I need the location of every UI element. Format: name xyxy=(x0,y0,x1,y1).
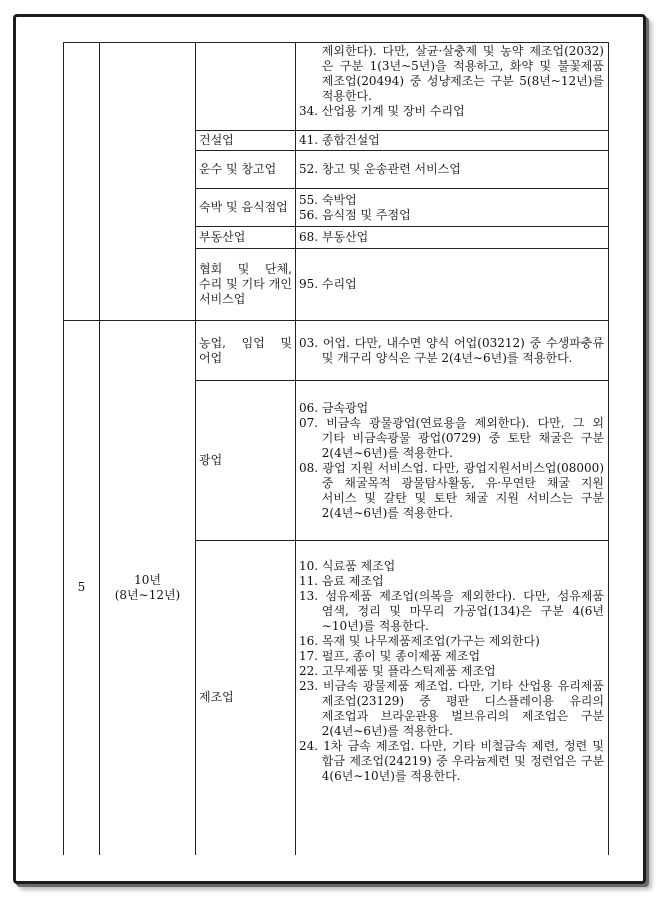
items-cell xyxy=(296,227,609,249)
category-label: 농업, 임업 및 어업 xyxy=(196,321,296,381)
group-number-cell xyxy=(64,43,100,321)
category-label: 제조업 xyxy=(196,541,296,855)
table-row xyxy=(64,43,609,131)
list-item: 13. 섬유제품 제조업(의복을 제외한다). 다만, 섬유제품 염색, 정리 및 마무리 가공업(134)은 구분 4(6년∼10년)를 적용한다. xyxy=(299,589,604,633)
list-item: 22. 고무제품 및 플라스틱제품 제조업 xyxy=(299,664,496,678)
list-item: 11. 음료 제조업 xyxy=(299,574,384,588)
items-cell xyxy=(296,151,609,189)
list-item: 41. 종합건설업 xyxy=(299,133,380,147)
items-cell xyxy=(296,131,609,151)
period-years: 10년 xyxy=(134,572,161,587)
items-cell xyxy=(296,321,609,381)
list-item: 23. 비금속 광물제품 제조업. 다만, 기타 산업용 유리제품 제조업(23129) 중 평판 디스플레이용 유리의 제조업과 브라운관용 벌브유리의 제조업은 구분 2(4년∼6년)를 적용한다. xyxy=(299,679,604,738)
list-item: 24. 1차 금속 제조업. 다만, 기타 비철금속 제련, 정련 및 합금 제조업(24219) 중 우라늄제련 및 정련업은 구분 4(6년∼10년)를 적용한다. xyxy=(299,739,604,783)
items-cell xyxy=(296,381,609,541)
list-item: 06. 금속광업 xyxy=(299,400,369,415)
items-cell xyxy=(296,43,609,131)
table-row xyxy=(64,321,609,381)
list-item: 34. 산업용 기계 및 장비 수리업 xyxy=(299,104,465,118)
list-item: 68. 부동산업 xyxy=(299,230,369,244)
category-label: 협회 및 단체, 수리 및 기타 개인 서비스업 xyxy=(196,249,296,321)
category-label: 운수 및 창고업 xyxy=(196,151,296,189)
list-item: 03. 어업. 다만, 내수면 양식 어업(03212) 중 수생파충류 및 개구리 양식은 구분 2(4년∼6년)를 적용한다. xyxy=(299,335,604,365)
period-cell xyxy=(100,43,196,321)
period-range: (8년∼12년) xyxy=(114,587,181,602)
category-label: 부동산업 xyxy=(196,227,296,249)
list-item: 56. 음식점 및 주점업 xyxy=(299,207,411,222)
list-item: 16. 목재 및 나무제품제조업(가구는 제외한다) xyxy=(299,634,540,648)
items-cell xyxy=(296,189,609,227)
list-item: 17. 펄프, 종이 및 종이제품 제조업 xyxy=(299,649,481,663)
category-label: 숙박 및 음식점업 xyxy=(196,189,296,227)
category-cell xyxy=(196,43,296,131)
list-item: 제외한다). 다만, 살균·살충제 및 농약 제조업(2032)은 구분 1(3년~5년)을 적용하고, 화약 및 불꽃제품 제조업(20494) 중 성냥제조는 구분 5(8년~12년)를 적용한다. xyxy=(321,44,604,103)
list-item: 10. 식료품 제조업 xyxy=(299,559,396,573)
list-item: 52. 창고 및 운송관련 서비스업 xyxy=(299,162,461,176)
period-cell xyxy=(100,321,196,855)
list-item: 08. 광업 지원 서비스업. 다만, 광업지원서비스업(08000) 중 채굴목적 광물탐사활동, 유·무연탄 채굴 지원 서비스 및 갈탄 및 토탄 채굴 지원 서비스는 구분 2(4년∼6년)를 적용한다. xyxy=(299,460,604,520)
depreciation-table xyxy=(63,42,609,855)
list-item: 55. 숙박업 xyxy=(299,192,357,207)
category-label: 광업 xyxy=(196,381,296,541)
list-item: 95. 수리업 xyxy=(299,277,357,291)
category-label: 건설업 xyxy=(196,131,296,151)
group-number: 5 xyxy=(64,321,100,855)
items-cell xyxy=(296,249,609,321)
items-cell xyxy=(296,541,609,855)
list-item: 07. 비금속 광물광업(연료용을 제외한다). 다만, 그 외 기타 비금속광물 광업(0729) 중 토탄 채굴은 구분 2(4년∼6년)를 적용한다. xyxy=(299,415,604,460)
